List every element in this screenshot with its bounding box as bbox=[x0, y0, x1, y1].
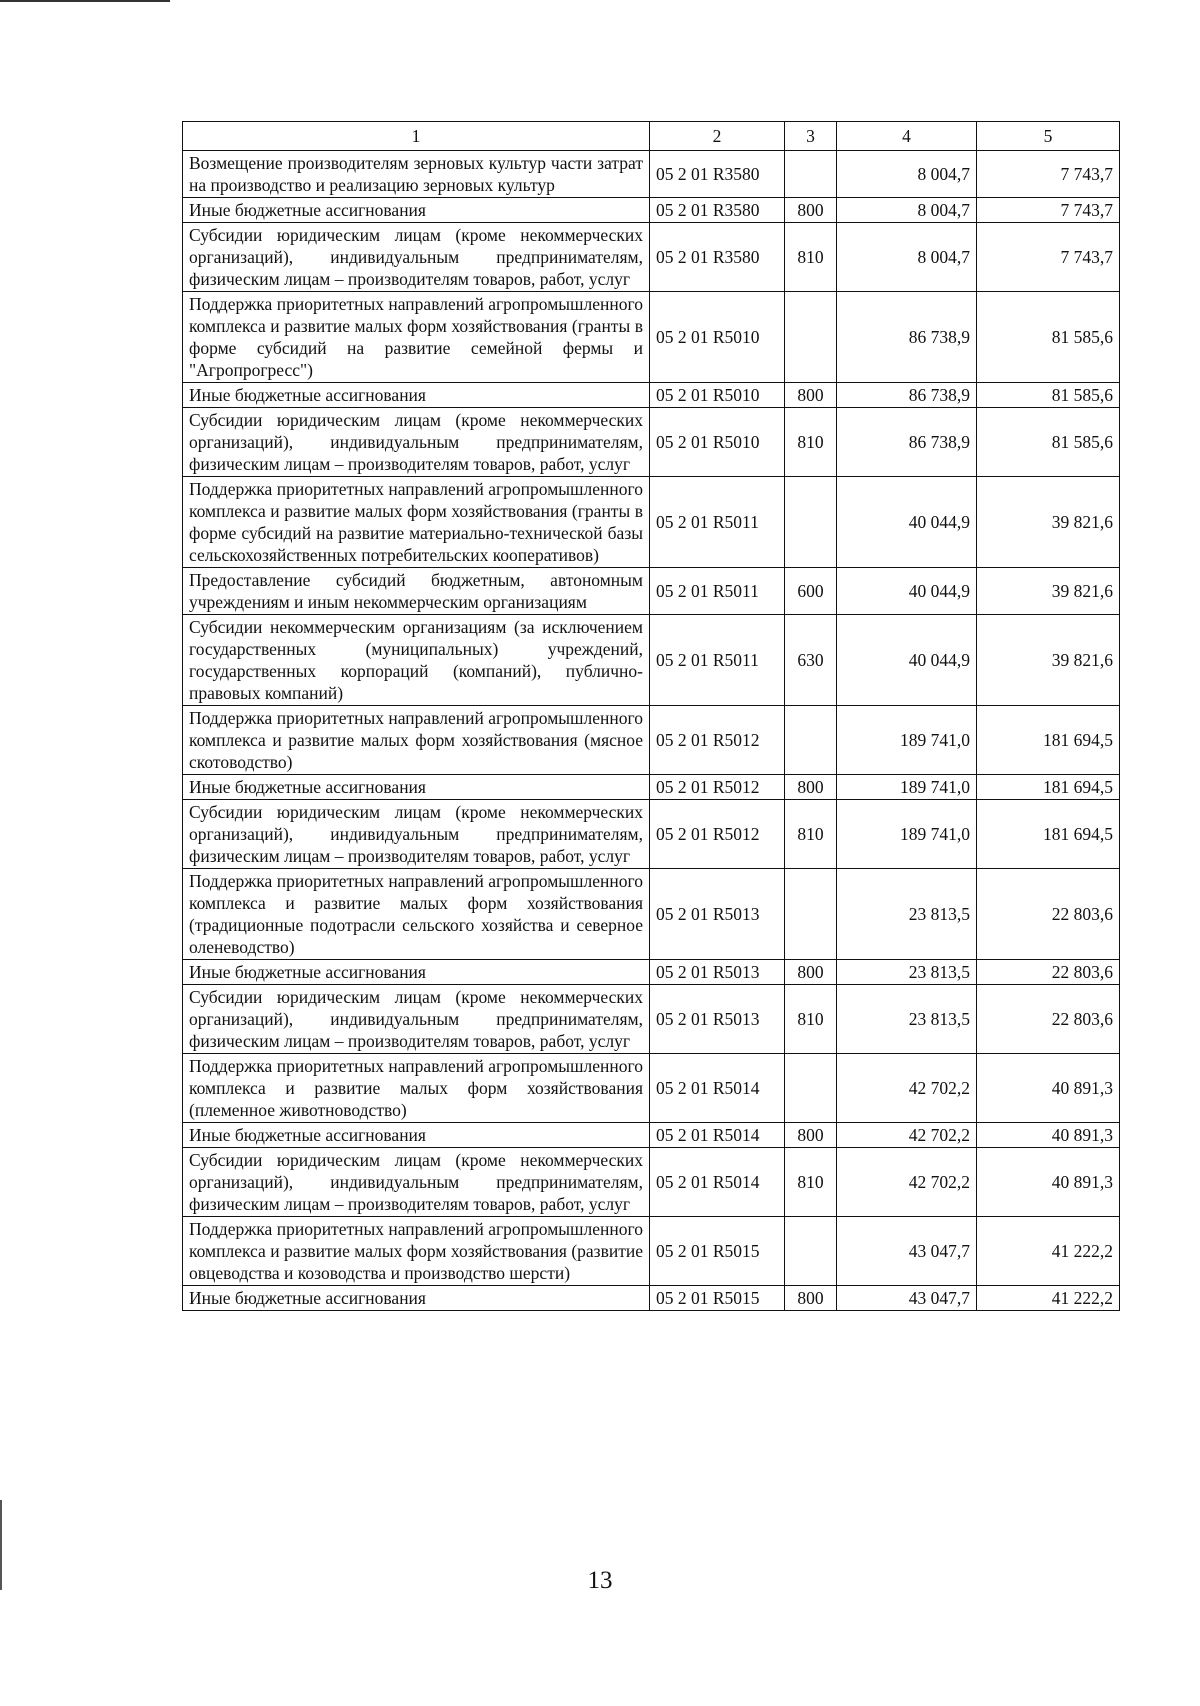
row-amount-col5: 181 694,5 bbox=[977, 706, 1120, 775]
budget-table bbox=[182, 121, 1120, 1311]
row-amount-col4: 86 738,9 bbox=[837, 383, 977, 408]
table-row bbox=[183, 223, 1120, 292]
row-code: 05 2 01 R5010 bbox=[650, 408, 785, 477]
row-name: Иные бюджетные ассигнования bbox=[183, 383, 650, 408]
row-name: Иные бюджетные ассигнования bbox=[183, 1286, 650, 1311]
row-code: 05 2 01 R5014 bbox=[650, 1148, 785, 1217]
row-name: Поддержка приоритетных направлений агропромышленного комплекса и развитие малых форм хозяйствования (гранты в форме субсидий на развитие семейной фермы и "Агропрогресс") bbox=[183, 292, 650, 383]
row-expense-type: 810 bbox=[785, 223, 837, 292]
row-code: 05 2 01 R5013 bbox=[650, 869, 785, 960]
table-row bbox=[183, 706, 1120, 775]
row-expense-type: 800 bbox=[785, 775, 837, 800]
row-expense-type: 800 bbox=[785, 198, 837, 223]
row-expense-type bbox=[785, 869, 837, 960]
row-amount-col4: 23 813,5 bbox=[837, 869, 977, 960]
row-amount-col4: 42 702,2 bbox=[837, 1123, 977, 1148]
row-code: 05 2 01 R5012 bbox=[650, 800, 785, 869]
table-body bbox=[183, 151, 1120, 1311]
row-amount-col5: 181 694,5 bbox=[977, 800, 1120, 869]
table-row bbox=[183, 292, 1120, 383]
row-name: Субсидии юридическим лицам (кроме некоммерческих организаций), индивидуальным предпринимателям, физическим лицам – производителям товаров, работ, услуг bbox=[183, 800, 650, 869]
row-expense-type: 600 bbox=[785, 568, 837, 615]
table-row bbox=[183, 408, 1120, 477]
row-amount-col5: 7 743,7 bbox=[977, 198, 1120, 223]
row-expense-type: 800 bbox=[785, 960, 837, 985]
row-name: Поддержка приоритетных направлений агропромышленного комплекса и развитие малых форм хозяйствования (гранты в форме субсидий на развитие материально-технической базы сельскохозяйственных потребительских кооперативов) bbox=[183, 477, 650, 568]
row-name: Поддержка приоритетных направлений агропромышленного комплекса и развитие малых форм хозяйствования (традиционные подотрасли сельского хозяйства и северное оленеводство) bbox=[183, 869, 650, 960]
row-expense-type bbox=[785, 1217, 837, 1286]
row-amount-col5: 22 803,6 bbox=[977, 985, 1120, 1054]
table-row bbox=[183, 568, 1120, 615]
row-name: Субсидии юридическим лицам (кроме некоммерческих организаций), индивидуальным предпринимателям, физическим лицам – производителям товаров, работ, услуг bbox=[183, 1148, 650, 1217]
row-code: 05 2 01 R5011 bbox=[650, 568, 785, 615]
row-name: Поддержка приоритетных направлений агропромышленного комплекса и развитие малых форм хозяйствования (племенное животноводство) bbox=[183, 1054, 650, 1123]
row-code: 05 2 01 R5011 bbox=[650, 615, 785, 706]
row-amount-col4: 40 044,9 bbox=[837, 568, 977, 615]
table-row bbox=[183, 1123, 1120, 1148]
table-row bbox=[183, 960, 1120, 985]
row-amount-col4: 40 044,9 bbox=[837, 615, 977, 706]
row-amount-col4: 8 004,7 bbox=[837, 223, 977, 292]
page-number: 13 bbox=[587, 1567, 613, 1594]
row-amount-col4: 43 047,7 bbox=[837, 1286, 977, 1311]
row-expense-type: 810 bbox=[785, 800, 837, 869]
table-row bbox=[183, 1217, 1120, 1286]
scan-edge-line bbox=[0, 0, 170, 2]
row-code: 05 2 01 R5013 bbox=[650, 960, 785, 985]
row-amount-col5: 40 891,3 bbox=[977, 1123, 1120, 1148]
row-name: Иные бюджетные ассигнования bbox=[183, 198, 650, 223]
row-code: 05 2 01 R5015 bbox=[650, 1286, 785, 1311]
row-code: 05 2 01 R5012 bbox=[650, 775, 785, 800]
table-row bbox=[183, 615, 1120, 706]
table-row bbox=[183, 985, 1120, 1054]
row-expense-type bbox=[785, 477, 837, 568]
table-row bbox=[183, 775, 1120, 800]
row-amount-col5: 81 585,6 bbox=[977, 383, 1120, 408]
row-name: Субсидии юридическим лицам (кроме некоммерческих организаций), индивидуальным предпринимателям, физическим лицам – производителям товаров, работ, услуг bbox=[183, 985, 650, 1054]
row-expense-type bbox=[785, 151, 837, 198]
row-code: 05 2 01 R5012 bbox=[650, 706, 785, 775]
row-code: 05 2 01 R3580 bbox=[650, 151, 785, 198]
row-amount-col4: 189 741,0 bbox=[837, 800, 977, 869]
row-expense-type bbox=[785, 292, 837, 383]
row-amount-col5: 39 821,6 bbox=[977, 615, 1120, 706]
row-amount-col5: 7 743,7 bbox=[977, 223, 1120, 292]
table-row bbox=[183, 151, 1120, 198]
row-amount-col5: 39 821,6 bbox=[977, 477, 1120, 568]
row-amount-col5: 22 803,6 bbox=[977, 960, 1120, 985]
row-amount-col5: 41 222,2 bbox=[977, 1217, 1120, 1286]
row-expense-type: 810 bbox=[785, 408, 837, 477]
row-code: 05 2 01 R5011 bbox=[650, 477, 785, 568]
row-amount-col4: 43 047,7 bbox=[837, 1217, 977, 1286]
row-expense-type: 800 bbox=[785, 1286, 837, 1311]
row-expense-type: 810 bbox=[785, 985, 837, 1054]
table-row bbox=[183, 477, 1120, 568]
row-code: 05 2 01 R5010 bbox=[650, 383, 785, 408]
row-name: Субсидии некоммерческим организациям (за исключением государственных (муниципальных) учреждений, государственных корпораций (компаний), публично-правовых компаний) bbox=[183, 615, 650, 706]
row-amount-col5: 181 694,5 bbox=[977, 775, 1120, 800]
table-header-row bbox=[183, 122, 1120, 151]
row-code: 05 2 01 R5010 bbox=[650, 292, 785, 383]
row-name: Возмещение производителям зерновых культур части затрат на производство и реализацию зерновых культур bbox=[183, 151, 650, 198]
row-amount-col5: 81 585,6 bbox=[977, 408, 1120, 477]
row-code: 05 2 01 R3580 bbox=[650, 198, 785, 223]
table-row bbox=[183, 1286, 1120, 1311]
row-amount-col4: 23 813,5 bbox=[837, 960, 977, 985]
row-amount-col4: 40 044,9 bbox=[837, 477, 977, 568]
row-amount-col5: 40 891,3 bbox=[977, 1054, 1120, 1123]
row-name: Субсидии юридическим лицам (кроме некоммерческих организаций), индивидуальным предпринимателям, физическим лицам – производителям товаров, работ, услуг bbox=[183, 223, 650, 292]
table-row bbox=[183, 800, 1120, 869]
row-amount-col4: 86 738,9 bbox=[837, 408, 977, 477]
row-amount-col4: 42 702,2 bbox=[837, 1054, 977, 1123]
row-name: Иные бюджетные ассигнования bbox=[183, 960, 650, 985]
row-code: 05 2 01 R5015 bbox=[650, 1217, 785, 1286]
row-expense-type: 810 bbox=[785, 1148, 837, 1217]
row-name: Поддержка приоритетных направлений агропромышленного комплекса и развитие малых форм хозяйствования (развитие овцеводства и козоводства и производство шерсти) bbox=[183, 1217, 650, 1286]
table-row bbox=[183, 1148, 1120, 1217]
row-name: Поддержка приоритетных направлений агропромышленного комплекса и развитие малых форм хозяйствования (мясное скотоводство) bbox=[183, 706, 650, 775]
row-amount-col4: 86 738,9 bbox=[837, 292, 977, 383]
row-amount-col5: 39 821,6 bbox=[977, 568, 1120, 615]
table-row bbox=[183, 1054, 1120, 1123]
row-amount-col5: 7 743,7 bbox=[977, 151, 1120, 198]
row-expense-type: 800 bbox=[785, 383, 837, 408]
row-name: Иные бюджетные ассигнования bbox=[183, 775, 650, 800]
row-amount-col4: 8 004,7 bbox=[837, 151, 977, 198]
header-col-1: 1 bbox=[183, 122, 650, 151]
row-amount-col5: 40 891,3 bbox=[977, 1148, 1120, 1217]
row-amount-col4: 8 004,7 bbox=[837, 198, 977, 223]
row-amount-col5: 41 222,2 bbox=[977, 1286, 1120, 1311]
row-amount-col4: 189 741,0 bbox=[837, 706, 977, 775]
header-col-5: 5 bbox=[977, 122, 1120, 151]
header-col-2: 2 bbox=[650, 122, 785, 151]
row-expense-type bbox=[785, 1054, 837, 1123]
row-expense-type: 630 bbox=[785, 615, 837, 706]
row-name: Субсидии юридическим лицам (кроме некоммерческих организаций), индивидуальным предпринимателям, физическим лицам – производителям товаров, работ, услуг bbox=[183, 408, 650, 477]
row-code: 05 2 01 R5014 bbox=[650, 1123, 785, 1148]
row-name: Иные бюджетные ассигнования bbox=[183, 1123, 650, 1148]
row-name: Предоставление субсидий бюджетным, автономным учреждениям и иным некоммерческим организациям bbox=[183, 568, 650, 615]
row-expense-type bbox=[785, 706, 837, 775]
header-col-4: 4 bbox=[837, 122, 977, 151]
table-row bbox=[183, 383, 1120, 408]
row-code: 05 2 01 R5013 bbox=[650, 985, 785, 1054]
row-expense-type: 800 bbox=[785, 1123, 837, 1148]
row-amount-col4: 42 702,2 bbox=[837, 1148, 977, 1217]
row-amount-col4: 23 813,5 bbox=[837, 985, 977, 1054]
row-code: 05 2 01 R5014 bbox=[650, 1054, 785, 1123]
row-amount-col4: 189 741,0 bbox=[837, 775, 977, 800]
row-amount-col5: 22 803,6 bbox=[977, 869, 1120, 960]
header-col-3: 3 bbox=[785, 122, 837, 151]
row-code: 05 2 01 R3580 bbox=[650, 223, 785, 292]
table-row bbox=[183, 198, 1120, 223]
table-row bbox=[183, 869, 1120, 960]
row-amount-col5: 81 585,6 bbox=[977, 292, 1120, 383]
